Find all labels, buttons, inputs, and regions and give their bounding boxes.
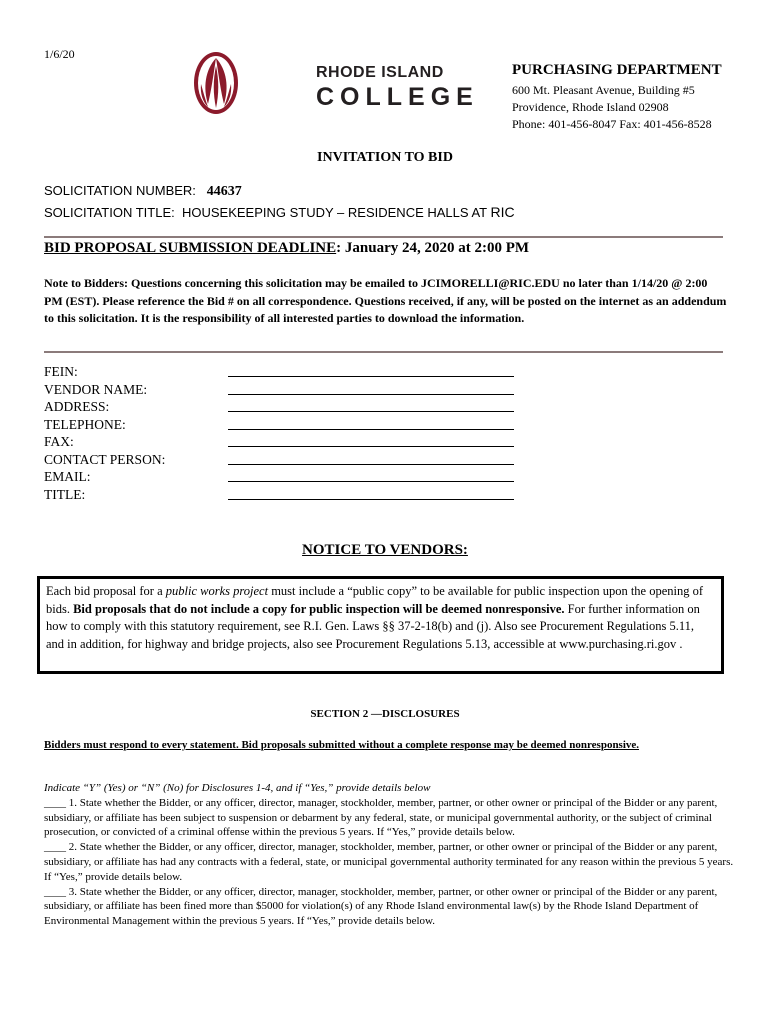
deadline-label: BID PROPOSAL SUBMISSION DEADLINE [44,240,337,256]
divider-top [44,236,723,238]
field-fax [44,433,524,451]
solicitation-title-label: SOLICITATION TITLE: [44,205,175,220]
field-telephone [44,416,524,434]
logo-line-2: COLLEGE [316,83,479,111]
field-label: EMAIL: [44,469,91,484]
notice-bold: Bid proposals that do not include a copy for public inspection will be deemed nonresponsive. [73,601,565,616]
field-vendor-name [44,381,524,399]
submission-deadline [44,240,529,257]
solicitation-number: 44637 [206,184,242,199]
field-contact-person [44,451,524,469]
solicitation-title-suffix: RIC [490,204,515,220]
department-address-1: 600 Mt. Pleasant Avenue, Building #5 [512,83,695,97]
email-blank[interactable] [228,481,514,482]
must-respond-notice: Bidders must respond to every statement. Bid proposals submitted without a complete response may be deemed nonresponsive. [44,739,640,751]
department-name: PURCHASING DEPARTMENT [512,62,722,78]
field-email [44,468,524,486]
field-label: FEIN: [44,364,78,379]
contact-person-blank[interactable] [228,464,514,465]
divider-bottom [44,351,723,353]
deadline-value: : January 24, 2020 at 2:00 PM [336,240,530,256]
disclosure-item: ____ 2. State whether the Bidder, or any officer, director, manager, stockholder, member, partner, or other owner or principal of the Bidder or any parent, subsidiary, or affiliate has had any contracts with a federal, state, or municipal governmental authority terminated for any reason within the previous 5 years. If “Yes,” provide details below. [44,841,734,883]
field-label: VENDOR NAME: [44,381,148,397]
vendor-info-form [44,363,524,503]
notice-title: NOTICE TO VENDORS: [302,542,468,558]
solicitation-number-row [44,181,515,202]
disclosure-item: ____ 3. State whether the Bidder, or any officer, director, manager, stockholder, member, partner, or other owner or principal of the Bidder or any parent, subsidiary, or affiliate has been fined more than $5000 for violation(s) of any Rhode Island environmental law(s) by the Rhode Island Department of Environmental Management within the previous 5 years. If “Yes,” provide details below. [44,885,718,928]
fax-blank[interactable] [228,446,514,447]
field-label: ADDRESS: [44,399,110,414]
notice-text-3: For further information on how to comply with this statutory requirement, see R.I. Gen. Laws §§ 37-2-18(b) and (j). Also see Procurement Regulations 5.11, and in addition, for highway and bridge projects, also see Procurement Regulations 5.13, accessible at www.purchasing.ri.gov . [46,601,700,651]
field-label: CONTACT PERSON: [44,451,166,467]
solicitation-block [44,181,515,223]
field-label: TELEPHONE: [44,416,126,432]
vendor-name-blank[interactable] [228,394,514,395]
fein-blank[interactable] [228,376,514,377]
field-label: TITLE: [44,486,86,502]
department-address-2: Providence, Rhode Island 02908 [512,100,669,114]
notice-text-1: Each bid proposal for a [46,584,166,598]
notice-text-2: must include a “public copy” to be available for public inspection upon the opening of bids. [46,584,704,616]
address-blank[interactable] [228,411,514,412]
college-logo [316,64,482,112]
solicitation-number-label: SOLICITATION NUMBER: [44,183,196,198]
department-phone: Phone: 401-456-8047 Fax: 401-456-8528 [512,117,712,131]
document-title: INVITATION TO BID [317,150,453,165]
logo-line-1: RHODE ISLAND [316,64,444,81]
field-address [44,398,524,416]
notice-box [37,576,724,674]
notice-emphasis: public works project [165,584,269,598]
document-date: 1/6/20 [44,47,75,61]
field-fein [44,363,524,381]
disclosure-item: ____ 1. State whether the Bidder, or any officer, director, manager, stockholder, member, partner, or other owner or principal of the Bidder or any parent, subsidiary, or affiliate has been subject to suspension or debarment by any federal, state, or municipal governmental authority, or the subject of criminal prosecution, or convicted of a criminal offense within the previous 5 years. If “Yes,” provide details below. [44,796,718,839]
note-to-bidders: Note to Bidders: Questions concerning this solicitation may be emailed to JCIMORELLI@RIC.EDU no later than 1/14/20 @ 2:00 PM (EST). Please reference the Bid # on all correspondence. Questions received, if any, will be posted on the internet as an addendum to this solicitation. It is the responsibility of all interested parties to download the information. [44,276,727,325]
field-label: FAX: [44,434,74,449]
college-emblem-icon [192,50,240,116]
disclosures [44,781,734,929]
department-block [512,62,722,133]
field-title [44,486,524,504]
solicitation-title-row [44,202,515,223]
disclosure-instruction: Indicate “Y” (Yes) or “N” (No) for Disclosures 1-4, and if “Yes,” provide details below [44,782,431,794]
section-2-title: SECTION 2 —DISCLOSURES [310,708,460,720]
telephone-blank[interactable] [228,429,514,430]
title-blank[interactable] [228,499,514,500]
solicitation-title: HOUSEKEEPING STUDY – RESIDENCE HALLS AT [181,205,487,220]
